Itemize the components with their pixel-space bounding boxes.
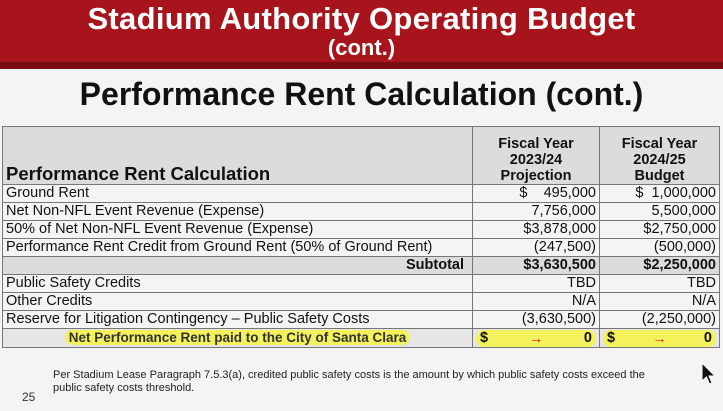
row-label: Net Non-NFL Event Revenue (Expense) [3,203,473,221]
col-header-line: Fiscal Year [498,136,574,152]
table-row [3,203,720,221]
page-number: 25 [22,390,36,404]
net-value-highlight [476,330,596,347]
net-row-label-cell [3,329,473,348]
row-label: Ground Rent [3,185,473,203]
cell-value: (500,000) [600,239,720,257]
footnote: Per Stadium Lease Paragraph 7.5.3(a), credited public safety costs is the amount by which public safety costs exceed the public safety costs threshold. [53,369,645,394]
budget-table [2,126,720,348]
col-header-line: 2024/25 [633,152,686,168]
col-header-fy2024 [473,127,600,185]
banner-divider [0,62,723,69]
net-row-label: Net Performance Rent paid to the City of Santa Clara [65,330,411,345]
col-header-line: Projection [500,168,572,184]
subtotal-value: $2,250,000 [600,257,720,275]
row-label: Public Safety Credits [3,275,473,293]
slide-title: Performance Rent Calculation (cont.) [79,76,644,112]
cell-value: 5,500,000 [600,203,720,221]
cell-value: TBD [600,275,720,293]
subtotal-row [3,257,720,275]
mouse-pointer-icon [700,362,718,386]
row-label: 50% of Net Non-NFL Event Revenue (Expense) [3,221,473,239]
cell-value: $2,750,000 [600,221,720,239]
title-banner [0,0,723,62]
cell-value: N/A [600,293,720,311]
row-label: Performance Rent Credit from Ground Rent (50% of Ground Rent) [3,239,473,257]
col-header-line: Budget [634,168,685,184]
banner-subtitle: (cont.) [327,35,396,60]
table-row [3,239,720,257]
cell-value: $3,878,000 [473,221,600,239]
red-arrow-icon: → [652,329,667,346]
table-row [3,293,720,311]
table-header-label: Performance Rent Calculation [3,127,473,185]
currency-symbol: $ [480,329,489,346]
net-value: 0 [703,329,712,346]
row-label: Reserve for Litigation Contingency – Public Safety Costs [3,311,473,329]
cell-value: $ 495,000 [473,185,600,203]
subtotal-label: Subtotal [3,257,473,275]
row-label: Other Credits [3,293,473,311]
col-header-fy2025 [600,127,720,185]
cell-value: (247,500) [473,239,600,257]
net-value-cell [600,329,720,348]
cell-value: 7,756,000 [473,203,600,221]
net-value-cell [473,329,600,348]
cell-value: N/A [473,293,600,311]
table-row [3,275,720,293]
cell-value: (3,630,500) [473,311,600,329]
net-value-highlight [603,330,716,347]
cell-value: (2,250,000) [600,311,720,329]
table-row [3,185,720,203]
red-arrow-icon: → [529,329,543,346]
banner-title: Stadium Authority Operating Budget [87,1,636,36]
table-row [3,221,720,239]
table-row [3,311,720,329]
col-header-line: Fiscal Year [621,136,698,152]
cell-value: TBD [473,275,600,293]
table-header-row [3,127,720,185]
net-value: 0 [583,329,592,346]
net-performance-rent-row [3,329,720,348]
col-header-line: 2023/24 [509,152,563,168]
subtotal-value: $3,630,500 [473,257,600,275]
cell-value: $ 1,000,000 [600,185,720,203]
currency-symbol: $ [607,329,616,346]
